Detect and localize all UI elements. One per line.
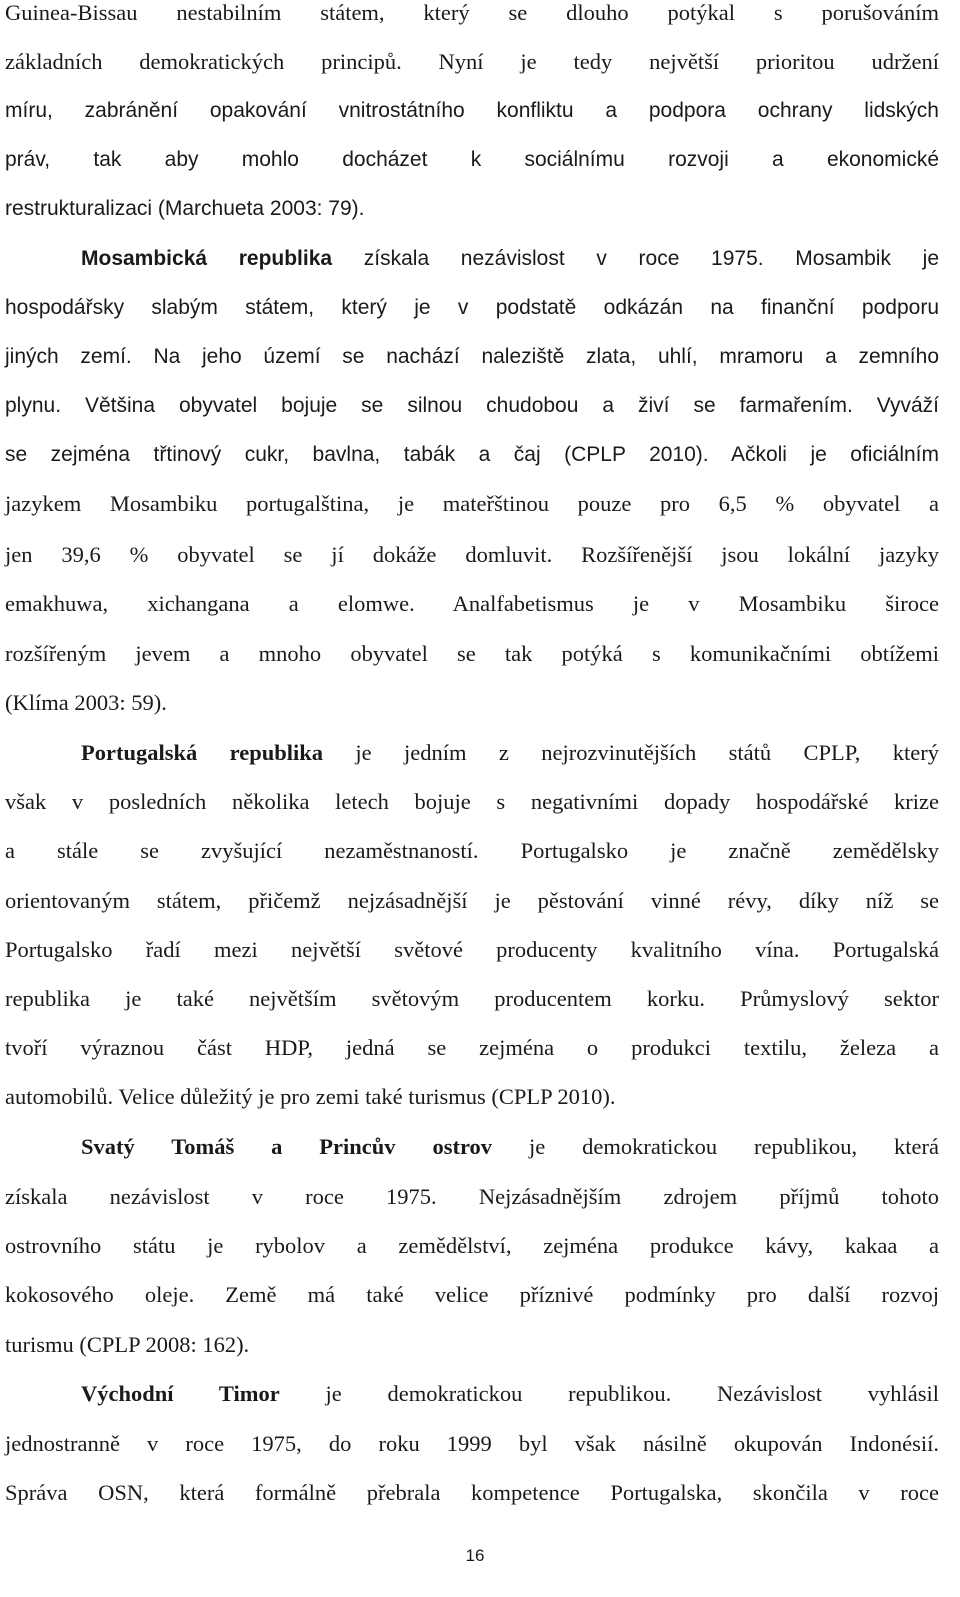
- text-line: [5, 538, 939, 572]
- text-line: [5, 1229, 939, 1263]
- text-line: [5, 982, 939, 1016]
- line-text: Portugalsko řadí mezi největší světové producenty kvalitního vína. Portugalská: [5, 937, 939, 962]
- text-line: [5, 1080, 939, 1114]
- line-text: orientovaným státem, přičemž nejzásadnější je pěstování vinné révy, díky níž se: [5, 888, 939, 913]
- text-line: [5, 340, 939, 374]
- text-line: [5, 1427, 939, 1461]
- line-text: však v posledních několika letech bojuje s negativními dopady hospodářské krize: [5, 789, 939, 814]
- text-line: [5, 192, 939, 226]
- text-line: [5, 686, 939, 720]
- line-text: turismu (CPLP 2008: 162).: [5, 1332, 250, 1357]
- line-text: získala nezávislost v roce 1975. Nejzásadnějším zdrojem příjmů tohoto: [5, 1184, 939, 1209]
- text-line: [5, 587, 939, 621]
- line-text: jen 39,6 % obyvatel se jí dokáže domluvit. Rozšířenější jsou lokální jazyky: [5, 542, 939, 567]
- line-text: republika je také největším světovým producentem korku. Průmyslový sektor: [5, 986, 939, 1011]
- text-line: [5, 884, 939, 918]
- text-line: [5, 389, 939, 423]
- text-line: [5, 438, 939, 472]
- line-text: restrukturalizaci (Marchueta 2003: 79).: [5, 197, 365, 220]
- text-line: [5, 487, 939, 521]
- text-line: [5, 0, 939, 30]
- line-text: ostrovního státu je rybolov a zemědělství, zejména produkce kávy, kakaa a: [5, 1233, 939, 1258]
- line-text: kokosového oleje. Země má také velice příznivé podmínky pro další rozvoj: [5, 1282, 939, 1307]
- text-line: [81, 736, 939, 770]
- page-number: 16: [465, 1546, 485, 1565]
- text-line: [5, 1031, 939, 1065]
- line-text: emakhuwa, xichangana a elomwe. Analfabetismus je v Mosambiku široce: [5, 591, 939, 616]
- line-text: Správa OSN, která formálně přebrala kompetence Portugalska, skončila v roce: [5, 1480, 939, 1505]
- country-name-bold: Portugalská republika: [81, 740, 324, 765]
- line-text: (Klíma 2003: 59).: [5, 690, 167, 715]
- text-line: [5, 1278, 939, 1312]
- line-text: se zejména třtinový cukr, bavlna, tabák a čaj (CPLP 2010). Ačkoli je oficiálním: [5, 443, 939, 466]
- text-line: [5, 45, 939, 79]
- line-text: jiných zemí. Na jeho území se nachází naleziště zlata, uhlí, mramoru a zemního: [5, 345, 939, 368]
- line-text: hospodářsky slabým státem, který je v podstatě odkázán na finanční podporu: [5, 296, 939, 319]
- text-line: [5, 1328, 939, 1362]
- text-line: [81, 242, 939, 276]
- country-name-bold: Východní Timor: [81, 1381, 280, 1406]
- text-line: [81, 1130, 939, 1164]
- text-line: [5, 291, 939, 325]
- document-page: [5, 0, 939, 1597]
- text-line: [5, 94, 939, 128]
- line-text: práv, tak aby mohlo docházet k sociálnímu rozvoji a ekonomické: [5, 148, 939, 171]
- text-line: [5, 834, 939, 868]
- text-line: [5, 637, 939, 671]
- line-text: jazykem Mosambiku portugalština, je mateřštinou pouze pro 6,5 % obyvatel a: [5, 491, 939, 516]
- line-text: plynu. Většina obyvatel bojuje se silnou chudobou a živí se farmařením. Vyváží: [5, 394, 939, 417]
- line-text: je demokratickou republikou, která: [492, 1134, 939, 1159]
- country-name-bold: Svatý Tomáš a Princův ostrov: [81, 1134, 493, 1159]
- country-name-bold: Mosambická republika: [81, 247, 333, 270]
- line-text: a stále se zvyšující nezaměstnaností. Portugalsko je značně zemědělsky: [5, 838, 939, 863]
- line-text: tvoří výraznou část HDP, jedná se zejména o produkci textilu, železa a: [5, 1035, 939, 1060]
- line-text: rozšířeným jevem a mnoho obyvatel se tak potýká s komunikačními obtížemi: [5, 641, 939, 666]
- text-line: [5, 143, 939, 177]
- line-text: je demokratickou republikou. Nezávislost vyhlásil: [279, 1381, 940, 1406]
- text-line: [5, 933, 939, 967]
- text-line: [5, 1476, 939, 1510]
- line-text: je jedním z nejrozvinutějších států CPLP, který: [323, 740, 939, 765]
- line-text: jednostranně v roce 1975, do roku 1999 byl však násilně okupován Indonésií.: [5, 1431, 939, 1456]
- text-line: [5, 785, 939, 819]
- line-text: automobilů. Velice důležitý je pro zemi také turismus (CPLP 2010).: [5, 1084, 616, 1109]
- line-text: získala nezávislost v roce 1975. Mosambik je: [332, 247, 939, 270]
- text-line: [5, 1180, 939, 1214]
- line-text: míru, zabránění opakování vnitrostátního konfliktu a podpora ochrany lidských: [5, 99, 939, 122]
- text-line: [81, 1377, 939, 1411]
- line-text: Guinea-Bissau nestabilním státem, který se dlouho potýkal s porušováním: [5, 0, 939, 25]
- line-text: základních demokratických principů. Nyní je tedy největší prioritou udržení: [5, 49, 939, 74]
